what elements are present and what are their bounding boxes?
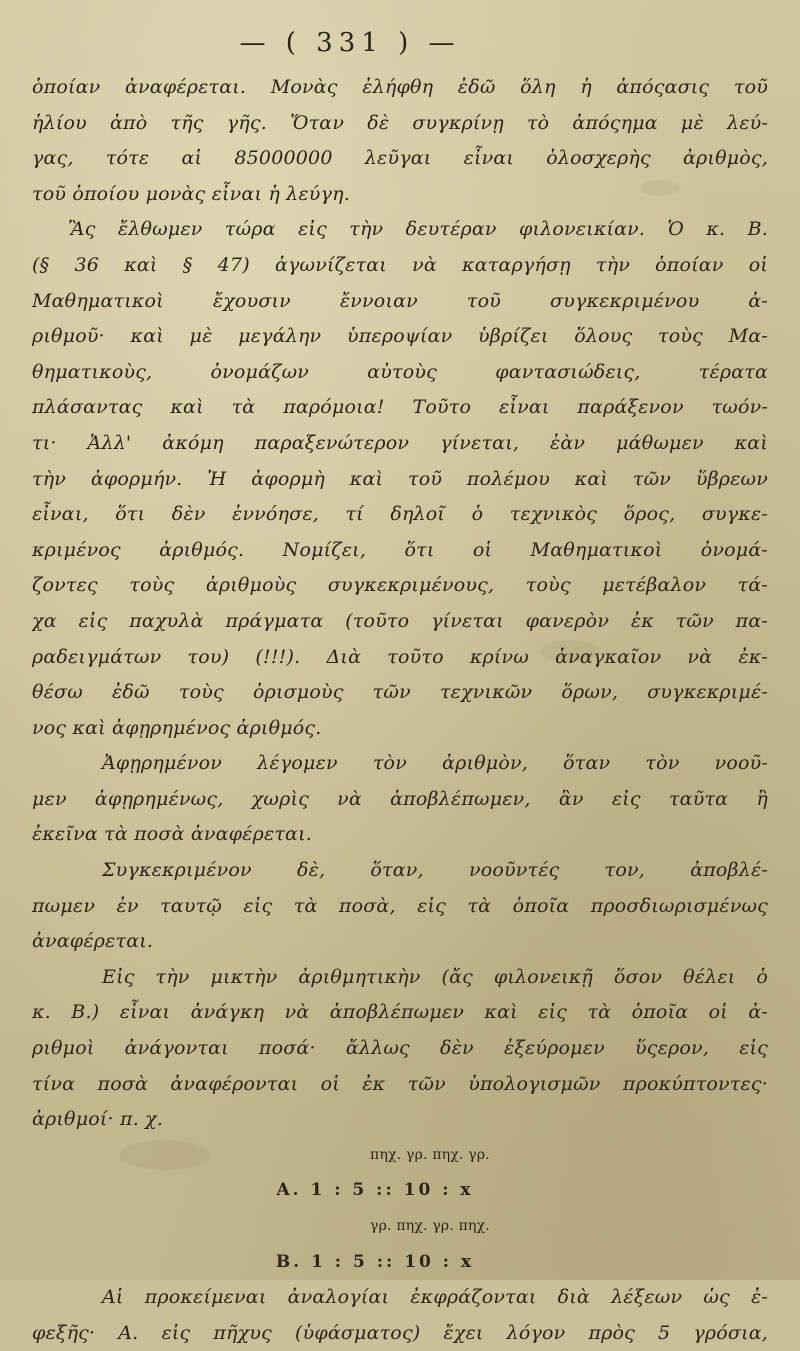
formula-row-b: Β. 1 : 5 :: 10 : x [275, 1251, 475, 1272]
text-line: τὴν ἀφορμήν. Ἡ ἀφορμὴ καὶ τοῦ πολέμου καὶ τῶν ὕβρεων [32, 467, 768, 490]
text-line: θηματικοὺς, ὀνομάζων αὐτοὺς φαντασιώδεις, τέρατα [32, 360, 768, 383]
text-line: Μαθηματικοὶ ἔχουσιν ἔννοιαν τοῦ συγκεκριμένου ἀ- [32, 289, 768, 312]
text-line: ραδειγμάτων του) (!!!). Διὰ τοῦτο κρίνω ἀναγκαῖον νὰ ἐκ- [32, 645, 768, 668]
text-line: τι· Ἀλλ' ἀκόμη παραξενώτερον γίνεται, ἐὰν μάθωμεν καὶ [32, 431, 768, 454]
text-line: ἀναφέρεται. [32, 930, 154, 953]
text-line: ριθμοῦ· καὶ μὲ μεγάλην ὑπεροψίαν ὑβρίζει ὅλους τοὺς Μα- [32, 325, 768, 348]
text-line: χα εἰς παχυλὰ πράγματα (τοῦτο γίνεται φανερὸν ἐκ τῶν πα- [32, 609, 768, 632]
formula-row-a: Α. 1 : 5 :: 10 : x [276, 1180, 474, 1201]
text-line: κ. Β.) εἶναι ἀνάγκη νὰ ἀποβλέπωμεν καὶ εἰς τὰ ὁποῖα οἱ ἀ- [32, 1001, 768, 1024]
text-line: ἐκεῖνα τὰ ποσὰ ἀναφέρεται. [32, 823, 312, 846]
text-line: τίνα ποσὰ ἀναφέρονται οἱ ἐκ τῶν ὑπολογισμῶν προκύπτοντες· [32, 1072, 768, 1095]
page-number: — ( 331 ) — [239, 28, 461, 58]
text-line: φεξῆς· Α. εἰς πῆχυς (ὑφάσματος) ἔχει λόγον πρὸς 5 γρόσια, [32, 1321, 768, 1344]
body-text [32, 70, 768, 1351]
text-line: τοῦ ὁποίου μονὰς εἶναι ἡ λεύγη. [32, 182, 350, 205]
formula-units-b: γρ. πηχ. γρ. πηχ. [370, 1218, 490, 1234]
text-line: θέσω ἐδῶ τοὺς ὁρισμοὺς τῶν τεχνικῶν ὅρων, συγκεκριμέ- [32, 681, 768, 704]
paragraph-first-line: Ἂς ἔλθωμεν τώρα εἰς τὴν δευτέραν φιλονεικίαν. Ὁ κ. Β. [68, 218, 768, 241]
text-line: κριμένος ἀριθμός. Νομίζει, ὅτι οἱ Μαθηματικοὶ ὀνομά- [32, 538, 768, 561]
text-line: ὁποίαν ἀναφέρεται. Μονὰς ἐλήφθη ἐδῶ ὅλη ἡ ἀπόςασις τοῦ [32, 76, 768, 98]
text-line: ζοντες τοὺς ἀριθμοὺς συγκεκριμένους, τοὺς μετέβαλον τά- [32, 574, 768, 597]
text-line: γας, τότε αἱ 85000000 λεῦγαι εἶναι ὁλοσχερὴς ἀριθμὸς, [32, 147, 768, 170]
text-line: πλάσαντας καὶ τὰ παρόμοια! Τοῦτο εἶναι παράξενον τωόν- [32, 396, 768, 419]
definition-abstract-line: Ἀφῃρημένον λέγομεν τὸν ἀριθμὸν, ὅταν τὸν νοοῦ- [102, 752, 768, 775]
paragraph-first-line: Εἰς τὴν μικτὴν ἀριθμητικὴν (ἄς φιλονεικῇ ὅσον θέλει ὁ [102, 965, 768, 988]
text-line: (§ 36 καὶ § 47) ἀγωνίζεται νὰ καταργήσῃ τὴν ὁποίαν οἱ [32, 253, 768, 276]
text-line: εἶναι, ὅτι δὲν ἐννόησε, τί δηλοῖ ὁ τεχνικὸς ὅρος, συγκε- [32, 503, 768, 526]
text-line: ἀριθμοί· π. χ. [32, 1108, 164, 1131]
text-line: μεν ἀφῃρημένως, χωρὶς νὰ ἀποβλέπωμεν, ἂν εἰς ταῦτα ἢ [32, 787, 768, 810]
text-line: νος καὶ ἀφῃρημένος ἀριθμός. [32, 716, 322, 739]
definition-concrete-line: Συγκεκριμένον δὲ, ὅταν, νοοῦντές τον, ἀποβλέ- [102, 859, 768, 882]
text-line: πωμεν ἐν ταυτῷ εἰς τὰ ποσὰ, εἰς τὰ ὁποῖα προσδιωρισμένως [32, 894, 768, 917]
paragraph-first-line: Αἱ προκείμεναι ἀναλογίαι ἐκφράζονται διὰ λέξεων ὡς ἐ- [102, 1286, 768, 1309]
text-line: ἡλίου ἀπὸ τῆς γῆς. Ὅταν δὲ συγκρίνῃ τὸ ἀπόςημα μὲ λεύ- [32, 111, 768, 134]
formula-units-a: πηχ. γρ. πηχ. γρ. [370, 1146, 490, 1163]
text-line: ριθμοὶ ἀνάγονται ποσά· ἄλλως δὲν ἐξεύρομεν ὕςερον, εἰς [32, 1037, 768, 1060]
